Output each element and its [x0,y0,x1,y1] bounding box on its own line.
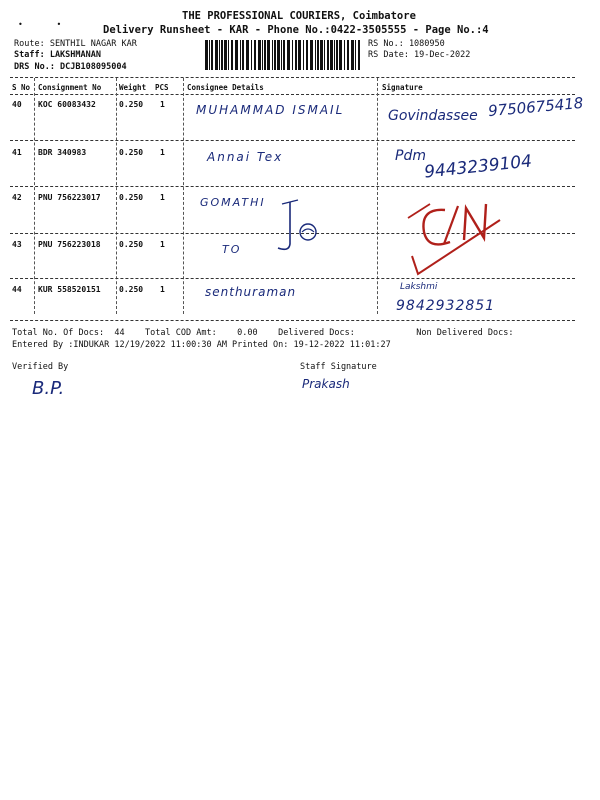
row-sno: 44 [12,285,22,294]
rs-date: RS Date: 19-Dec-2022 [368,50,471,60]
signature-scribble: Lakshmi [400,282,438,292]
row-pcs: 1 [160,148,165,157]
row-pcs: 1 [160,193,165,202]
signature-scribble: Govind​a​ss​ee [388,108,478,124]
row-weight: 0.250 [119,193,144,202]
row-consignee: TO [222,243,242,256]
verified-by-label: Verified By [12,362,69,372]
row-sno: 41 [12,148,22,157]
rs-number: RS No.: 1080950 [368,39,445,49]
row-divider [10,140,575,141]
row-signature: 9443239104 [423,151,533,183]
row-consignee: MUHAMMAD ISMAIL [196,103,345,117]
col-sno: S No [12,83,31,92]
verified-signature: B.P. [32,378,65,399]
entered-line: Entered By :INDUKAR 12/19/2022 11:00:30 AM Printed On: 19-12-2022 11:01:27 [12,340,391,350]
col-consignment: Consignment No [38,83,102,92]
row-sno: 40 [12,100,22,109]
row-signature: 9842932851 [396,298,496,314]
row-consignee: senthuraman [205,285,297,299]
row-weight: 0.250 [119,148,144,157]
runsheet-title: Delivery Runsheet - KAR - Phone No.:0422-3505555 - Page No.:4 [103,24,489,36]
punch-marks: • • [18,20,62,29]
table-header-rule [10,94,575,95]
row-sno: 43 [12,240,22,249]
col-consignee: Consignee Details [187,83,264,92]
totals-line: Total No. Of Docs: 44 Total COD Amt: 0.00 Delivered Docs: Non Delivered Docs: [12,328,514,338]
row-pcs: 1 [160,100,165,109]
company-title: THE PROFESSIONAL COURIERS, Coimbatore [182,10,416,22]
row-weight: 0.250 [119,240,144,249]
drs-number: DRS No.: DCJB108095004 [14,62,127,72]
signature-scribble: Pdm [395,148,426,164]
route-label: Route: SENTHIL NAGAR KAR [14,39,137,49]
row-pcs: 1 [160,285,165,294]
row-consignee: GOMATHI [200,196,266,209]
staff-signature: Prakash [302,377,350,391]
row-consignee: Annai Tex [207,150,284,164]
row-weight: 0.250 [119,285,144,294]
row-consignment: PNU 756223018 [38,240,101,249]
staff-signature-label: Staff Signature [300,362,377,372]
row-divider [10,186,575,187]
row-weight: 0.250 [119,100,144,109]
row-consignment: PNU 756223017 [38,193,101,202]
row-signature: 9750675418 [487,93,585,121]
row-divider [10,278,575,279]
row-consignment: BDR 340983 [38,148,87,157]
barcode [205,40,362,70]
table-bottom-rule [10,320,575,321]
col-signature: Signature [382,83,423,92]
bracket-mark [260,196,330,256]
row-pcs: 1 [160,240,165,249]
staff-label: Staff: LAKSHMANAN [14,50,101,60]
table-top-rule [10,77,575,78]
col-weight: Weight [119,83,147,92]
row-consignment: KUR 558520151 [38,285,101,294]
cn-mark [400,190,510,280]
row-sno: 42 [12,193,22,202]
row-consignment: KOC 60083432 [38,100,96,109]
col-pcs: PCS [155,83,169,92]
